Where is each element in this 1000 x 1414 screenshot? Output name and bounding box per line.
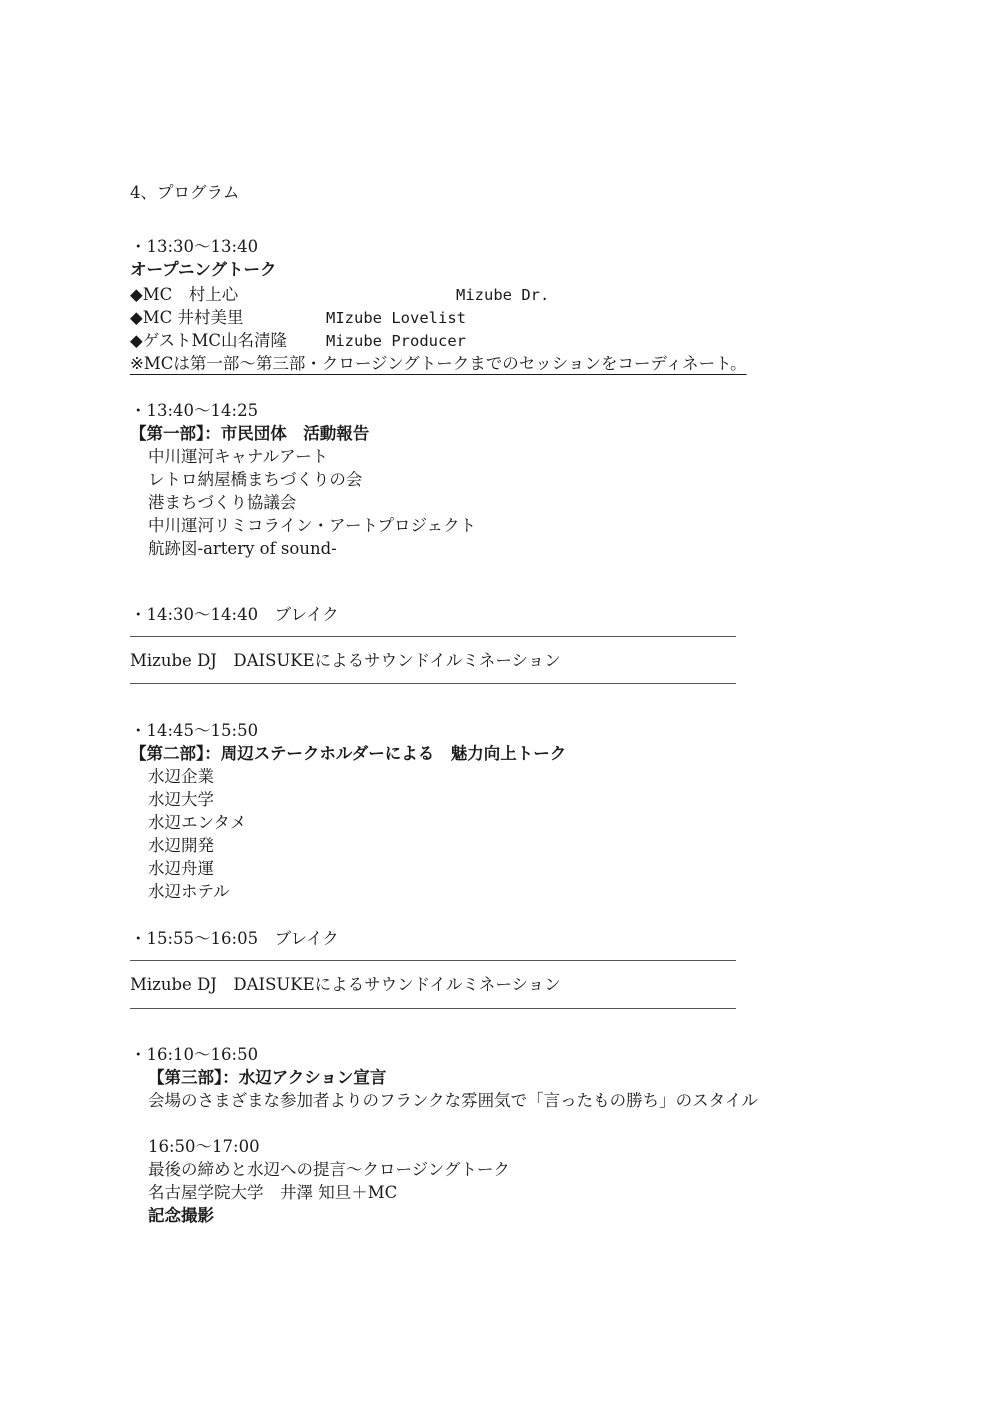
closing-photo: 記念撮影 — [148, 1206, 214, 1225]
mc-line — [130, 284, 730, 306]
mc-role: ◆MC 井村美里 — [130, 308, 244, 327]
mc-affiliation: Mizube Producer — [326, 332, 466, 350]
mc-affiliation: Mizube Dr. — [456, 286, 550, 304]
part1-time: ・13:40～14:25 — [130, 401, 259, 420]
opening-note: ※MCは第一部～第三部・クロージングトークまでのセッションをコーディネート。 — [130, 354, 747, 373]
break1-time: ・14:30～14:40 ブレイク — [130, 605, 339, 624]
mc-line — [130, 330, 730, 352]
divider — [130, 960, 736, 961]
mc-line — [130, 307, 730, 329]
break2-text: Mizube DJ DAISUKEによるサウンドイルミネーション — [130, 975, 561, 994]
break2-time: ・15:55～16:05 ブレイク — [130, 929, 339, 948]
heading: 4、プログラム — [130, 183, 240, 202]
part1-title: 【第一部】：市民団体 活動報告 — [130, 424, 370, 443]
break1-text: Mizube DJ DAISUKEによるサウンドイルミネーション — [130, 651, 561, 670]
mc-role: ◆MC 村上心 — [130, 285, 239, 304]
divider — [130, 636, 736, 637]
part1-item: 中川運河リミコライン・アートプロジェクト — [148, 516, 477, 535]
divider — [130, 1008, 736, 1009]
mc-role: ◆ゲストMC山名清隆 — [130, 331, 288, 350]
mc-affiliation: MIzube Lovelist — [326, 309, 466, 327]
part2-item: 水辺エンタメ — [148, 813, 247, 832]
part1-item: 港まちづくり協議会 — [148, 493, 297, 512]
part2-time: ・14:45～15:50 — [130, 721, 259, 740]
part3-title: 【第三部】：水辺アクション宣言 — [148, 1068, 387, 1087]
closing-time: 16:50～17:00 — [148, 1137, 260, 1156]
part2-item: 水辺大学 — [148, 790, 214, 809]
part2-item: 水辺企業 — [148, 767, 214, 786]
part3-desc: 会場のさまざまな参加者よりのフランクな雰囲気で「言ったもの勝ち」のスタイル — [148, 1091, 758, 1110]
part2-item: 水辺舟運 — [148, 859, 214, 878]
part3-time: ・16:10～16:50 — [130, 1045, 259, 1064]
part1-item: レトロ納屋橋まちづくりの会 — [148, 470, 363, 489]
part2-item: 水辺ホテル — [148, 882, 230, 901]
divider — [130, 683, 736, 684]
part1-item: 航跡図-artery of sound- — [148, 539, 337, 558]
closing-title: 最後の締めと水辺への提言～クロージングトーク — [148, 1160, 510, 1179]
opening-title: オープニングトーク — [130, 260, 277, 279]
closing-speaker: 名古屋学院大学 井澤 知旦＋MC — [148, 1183, 398, 1202]
opening-time: ・13:30～13:40 — [130, 237, 259, 256]
part2-title: 【第二部】：周辺ステークホルダーによる 魅力向上トーク — [130, 744, 567, 763]
part2-item: 水辺開発 — [148, 836, 214, 855]
part1-item: 中川運河キャナルアート — [148, 447, 329, 466]
